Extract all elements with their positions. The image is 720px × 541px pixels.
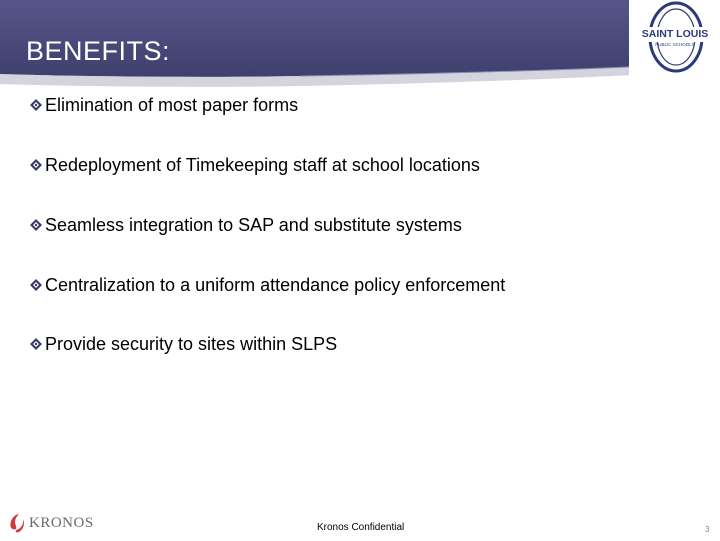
slide-title: BENEFITS: bbox=[26, 36, 171, 66]
page-number: 3 bbox=[705, 525, 710, 534]
diamond-bullet-icon bbox=[28, 217, 44, 233]
logo-line-2: PUBLIC SCHOOLS bbox=[655, 42, 695, 47]
kronos-logo bbox=[7, 510, 94, 538]
slide-header bbox=[0, 0, 720, 88]
kronos-wordmark: KRONOS bbox=[29, 515, 94, 531]
bullet-text: Centralization to a uniform attendance policy enforcement bbox=[45, 275, 506, 295]
bullet-text: Provide security to sites within SLPS bbox=[45, 334, 338, 354]
list-item bbox=[28, 93, 298, 117]
footer-confidential: Kronos Confidential bbox=[317, 522, 405, 533]
slps-logo-icon bbox=[629, 0, 720, 76]
diamond-bullet-icon bbox=[28, 336, 44, 352]
bullet-text: Redeployment of Timekeeping staff at school locations bbox=[45, 155, 480, 175]
bullet-text: Seamless integration to SAP and substitute systems bbox=[45, 215, 462, 235]
diamond-bullet-icon bbox=[28, 157, 44, 173]
diamond-bullet-icon bbox=[28, 97, 44, 113]
bullet-text: Elimination of most paper forms bbox=[45, 95, 299, 115]
logo-line-1: SAINT LOUIS bbox=[641, 28, 709, 40]
list-item bbox=[28, 332, 337, 356]
diamond-bullet-icon bbox=[28, 277, 44, 293]
kronos-swirl-icon bbox=[7, 510, 27, 536]
list-item bbox=[28, 153, 480, 177]
list-item bbox=[28, 213, 462, 237]
slps-logo bbox=[629, 0, 720, 76]
list-item bbox=[28, 273, 505, 297]
